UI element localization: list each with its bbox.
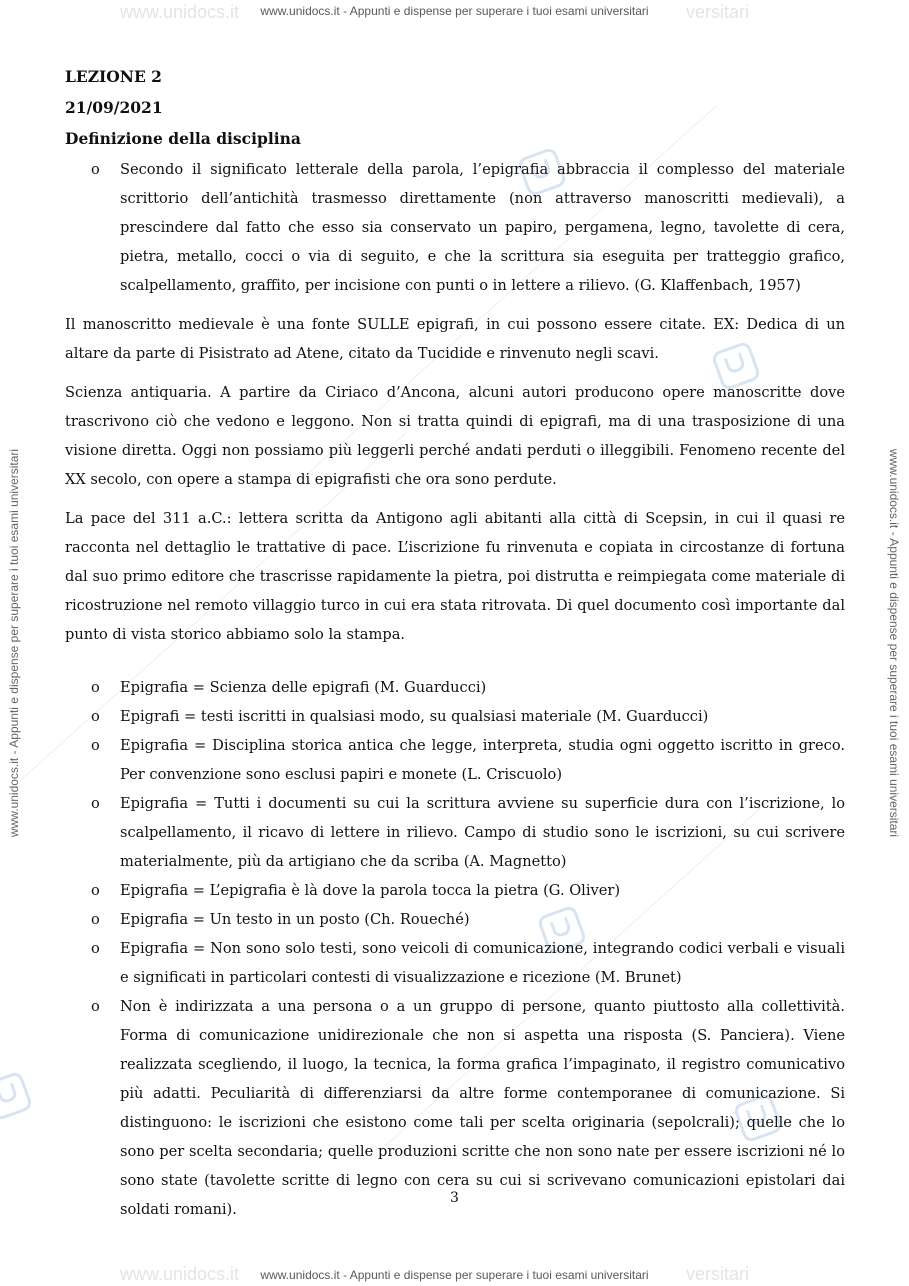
list-item: o Epigrafia = L’epigrafia è là dove la parola tocca la pietra (G. Oliver) (65, 876, 845, 905)
lesson-title: LEZIONE 2 (65, 67, 162, 86)
watermark-right-margin: www.unidocs.it - Appunti e dispense per superare i tuoi esami universitari (887, 448, 901, 838)
watermark-left-margin: www.unidocs.it - Appunti e dispense per superare i tuoi esami universitari (7, 448, 21, 838)
paragraph-antiquarian-science: Scienza antiquaria. A partire da Ciriaco d’Ancona, alcuni autori producono opere manoscritte dove trascrivono ciò che vedono e leggono. Non si tratta quindi di epigrafi, ma di una trasposizione di una visione diretta. Oggi non possiamo più leggerli perché andati perduti o illeggibili. Fenomeno recente del XX secolo, con opere a stampa di epigrafisti che ora sono perdute. (65, 384, 845, 488)
page-number: 3 (450, 1190, 459, 1206)
unidocs-logo-icon (0, 1070, 34, 1121)
ghost-watermark-bottom-right: versitari (686, 1264, 750, 1284)
definition-intro-list (65, 155, 845, 300)
list-item: o Epigrafia = Disciplina storica antica che legge, interpreta, studia ogni oggetto iscritto in greco. Per convenzione sono esclusi papiri e monete (L. Criscuolo) (65, 731, 845, 789)
document-body (65, 62, 845, 1224)
ghost-watermark-bottom-left: www.unidocs.it (120, 1264, 240, 1284)
watermark-header: www.unidocs.it - Appunti e dispense per superare i tuoi esami universitari (260, 4, 649, 18)
ghost-watermark-top-left: www.unidocs.it (120, 2, 240, 22)
list-item: o Epigrafi = testi iscritti in qualsiasi modo, su qualsiasi materiale (M. Guarducci) (65, 702, 845, 731)
paragraph-peace-311: La pace del 311 a.C.: lettera scritta da Antigono agli abitanti alla città di Scepsin, in cui il quasi re racconta nel dettaglio le trattative di pace. L’iscrizione fu rinvenuta e copiata in circostanze di fortuna dal suo primo editore che trascrisse rapidamente la pietra, poi distrutta e reimpiegata come materiale di ricostruzione nel remoto villaggio turco in cui era stata ritrovata. Di quel documento così importante dal punto di vista storico abbiamo solo la stampa. (65, 510, 845, 643)
lesson-date: 21/09/2021 (65, 98, 163, 117)
section-title: Definizione della disciplina (65, 129, 301, 148)
list-item: o Secondo il significato letterale della parola, l’epigrafia abbraccia il complesso del materiale scrittorio dell’antichità trasmesso direttamente (non attraverso manoscritti medievali), a prescindere dal fatto che esso sia conservato un papiro, pergamena, legno, tavolette di cera, pietra, metallo, cocci o via di seguito, e che la scrittura sia eseguita per tratteggio grafico, scalpellamento, graffito, per incisione con punti o in lettere a rilievo. (G. Klaffenbach, 1957) (65, 155, 845, 300)
paragraph-medieval-manuscript: Il manoscritto medievale è una fonte SULLE epigrafi, in cui possono essere citate. EX: Dedica di un altare da parte di Pisistrato ad Atene, citato da Tucidide e rinvenuto negli scavi. (65, 316, 845, 362)
list-item: o Epigrafia = Scienza delle epigrafi (M. Guarducci) (65, 673, 845, 702)
list-item: o Non è indirizzata a una persona o a un gruppo di persone, quanto piuttosto alla collettività. Forma di comunicazione unidirezionale che non si aspetta una risposta (S. Panciera). Viene realizzata scegliendo, il luogo, la tecnica, la forma grafica l’impaginato, il registro comunicativo più adatti. Peculiarità di differenziarsi da altre forme contemporanee di comunicazione. Si distinguono: le iscrizioni che esistono come tali per scelta originaria (sepolcrali); quelle che lo sono per scelta secondaria; quelle produzioni scritte che non sono nate per essere iscrizioni né lo sono state (tavolette scritte di legno con cera su cui si scrivevano comunicazioni epistolari dai soldati romani). (65, 992, 845, 1224)
ghost-watermark-top-right: versitari (686, 2, 750, 22)
watermark-footer: www.unidocs.it - Appunti e dispense per superare i tuoi esami universitari (260, 1268, 649, 1282)
list-item: o Epigrafia = Un testo in un posto (Ch. Roueché) (65, 905, 845, 934)
list-item: o Epigrafia = Non sono solo testi, sono veicoli di comunicazione, integrando codici verbali e visuali e significati in particolari contesti di visualizzazione e ricezione (M. Brunet) (65, 934, 845, 992)
list-item: o Epigrafia = Tutti i documenti su cui la scrittura avviene su superficie dura con l’iscrizione, lo scalpellamento, il ricavo di lettere in rilievo. Campo di studio sono le iscrizioni, su cui scrivere materialmente, più da artigiano che da scriba (A. Magnetto) (65, 789, 845, 876)
definitions-list (65, 673, 845, 1224)
